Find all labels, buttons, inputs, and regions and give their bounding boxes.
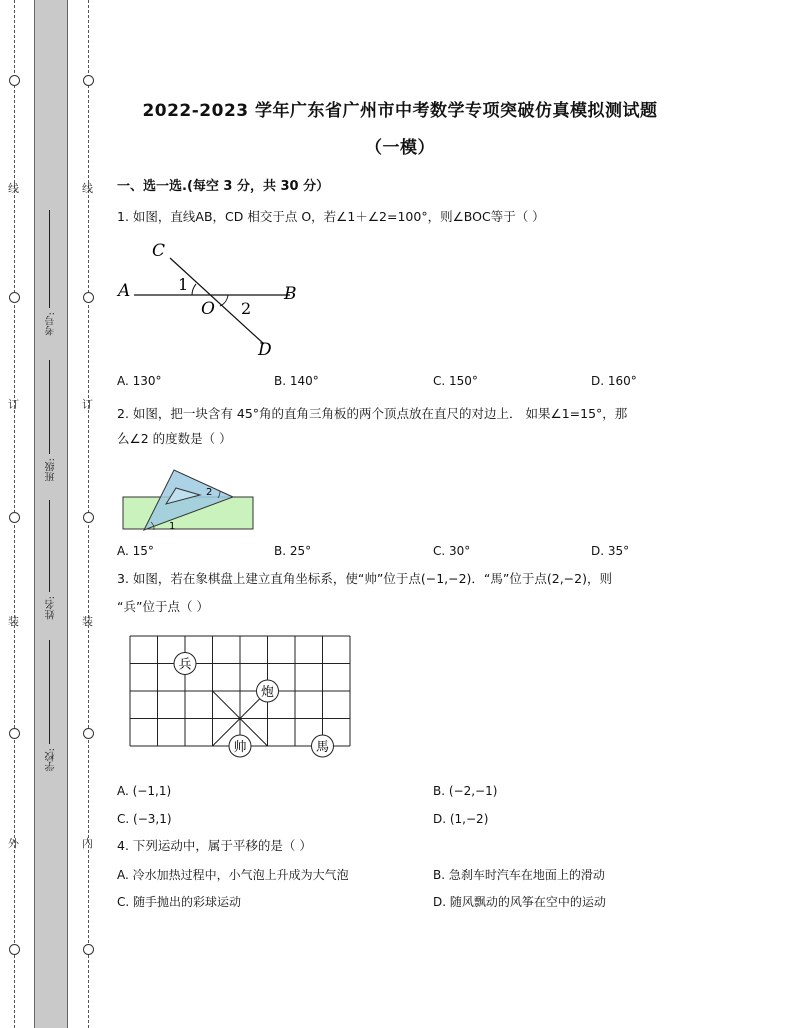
exam-number-label: 考号: [46,312,57,336]
margin-char: 外 [8,837,19,850]
q4-option-d[interactable]: D. 随风飘动的风筝在空中的运动 [433,895,606,909]
q1-figure [112,236,312,362]
q2-option-c[interactable]: C. 30° [433,544,471,558]
school-label: 学校: [46,748,57,772]
piece-shuai [229,735,251,757]
q1-option-c[interactable]: C. 150° [433,374,478,388]
q1-option-a[interactable]: A. 130° [117,374,162,388]
point-b-label: B [284,284,297,304]
margin-char: 订 [8,398,19,411]
hole-marker [9,75,20,86]
q3-chessboard [124,630,360,760]
point-c-label: C [152,241,166,261]
question-3-stem-line2: “兵”位于点（ ） [117,599,209,614]
hole-marker [83,728,94,739]
q2-option-d[interactable]: D. 35° [591,544,630,558]
q3-option-c[interactable]: C. (−3,1) [117,812,172,826]
hole-marker [83,944,94,955]
question-3-stem-line1: 3. 如图，若在象棋盘上建立直角坐标系，使“帅”位于点(−1,−2)．“馬”位于点(2,−2)，则 [117,571,612,586]
piece-pao-label: 炮 [260,685,275,700]
school-field[interactable] [49,640,50,744]
q4-option-b[interactable]: B. 急刹车时汽车在地面上的滑动 [433,868,605,882]
q3-option-d[interactable]: D. (1,−2) [433,812,489,826]
angle-1-label: 1 [169,521,176,532]
section-heading: 一、选一选.(每空 3 分，共 30 分） [117,179,330,194]
binding-strip [34,0,68,1028]
q3-option-a[interactable]: A. (−1,1) [117,784,172,798]
hole-marker [83,512,94,523]
name-label: 姓名: [46,596,57,620]
class-field[interactable] [49,360,50,454]
q1-option-b[interactable]: B. 140° [274,374,319,388]
margin-char: 线 [82,182,93,195]
hole-marker [83,292,94,303]
angle-1-label: 1 [178,275,189,294]
q4-option-a[interactable]: A. 冷水加热过程中，小气泡上升成为大气泡 [117,868,349,882]
hole-marker [9,728,20,739]
piece-bing-label: 兵 [178,657,192,673]
hole-marker [83,75,94,86]
q3-option-b[interactable]: B. (−2,−1) [433,784,498,798]
question-4-stem: 4. 下列运动中，属于平移的是（ ） [117,838,312,853]
margin-char: 内 [82,837,93,850]
margin-char: 装 [82,615,93,628]
piece-pao [257,680,279,702]
question-2-stem-line2: 么∠2 的度数是（ ） [117,431,232,446]
hole-marker [9,292,20,303]
point-o-label: O [201,299,215,319]
margin-char: 线 [8,182,19,195]
q2-option-a[interactable]: A. 15° [117,544,154,558]
name-field[interactable] [49,500,50,592]
q4-option-c[interactable]: C. 随手抛出的彩球运动 [117,895,242,909]
question-1-stem: 1. 如图，直线AB，CD 相交于点 O，若∠1＋∠2=100°，则∠BOC等于（ ） [117,209,545,224]
exam-number-field[interactable] [49,210,50,308]
page-title: 2022-2023 学年广东省广州市中考数学专项突破仿真模拟测试题 [142,101,658,121]
piece-bing [174,653,196,675]
margin-char: 装 [8,615,19,628]
question-2-stem-line1: 2. 如图，把一块含有 45°角的直角三角板的两个顶点放在直尺的对边上． 如果∠1=15°，那 [117,406,628,421]
class-label: 班级: [46,458,57,482]
point-a-label: A [118,281,131,301]
q2-option-b[interactable]: B. 25° [274,544,312,558]
piece-ma [312,735,334,757]
q2-figure [118,464,258,534]
angle-2-label: 2 [241,299,252,318]
angle-2-label: 2 [206,487,213,498]
hole-marker [9,944,20,955]
margin-char: 订 [82,398,93,411]
q1-option-d[interactable]: D. 160° [591,374,637,388]
piece-shuai-label: 帅 [233,740,247,755]
page-subtitle: （一模） [365,138,435,158]
hole-marker [9,512,20,523]
piece-ma-label: 馬 [315,740,330,755]
point-d-label: D [258,340,272,360]
